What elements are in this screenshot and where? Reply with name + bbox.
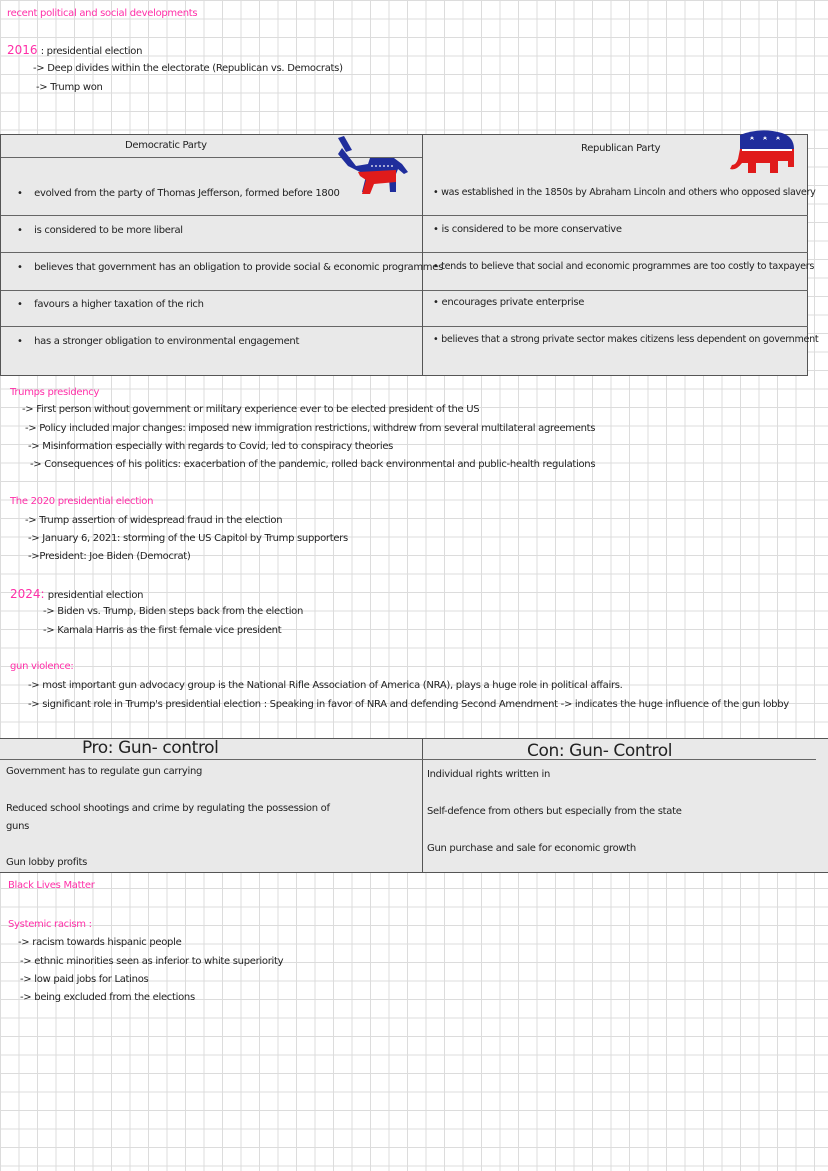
table-header-divider (0, 759, 816, 760)
republican-party-header: Republican Party (581, 143, 661, 154)
election-2016-point: -> Deep divides within the electorate (Republican vs. Democrats) (33, 63, 343, 74)
gun-violence-title: gun violence: (10, 661, 74, 672)
rep-cell: • encourages private enterprise (433, 297, 585, 308)
pro-cell: Gun lobby profits (6, 857, 87, 868)
table-row-divider (423, 215, 808, 216)
bullet: • (17, 225, 23, 236)
election-2024-point: -> Biden vs. Trump, Biden steps back from the election (43, 606, 304, 617)
table-row-divider (423, 326, 808, 327)
table-row-divider (1, 290, 422, 291)
dem-cell: favours a higher taxation of the rich (34, 299, 204, 310)
dem-cell: is considered to be more liberal (34, 225, 183, 236)
trump-presidency-point: -> Misinformation especially with regards to Covid, led to conspiracy theories (28, 441, 394, 452)
trump-presidency-point: -> Consequences of his politics: exacerbation of the pandemic, rolled back environmental and public-health regulations (30, 459, 596, 470)
gun-violence-point: -> most important gun advocacy group is the National Rifle Association of America (NRA), plays a huge role in political affairs. (28, 680, 623, 691)
table-divider (422, 135, 423, 375)
blm-title: Black Lives Matter (8, 880, 95, 891)
table-row-divider (1, 215, 422, 216)
pro-cell: Reduced school shootings and crime by regulating the possession of (6, 803, 330, 814)
systemic-racism-title: Systemic racism : (8, 919, 92, 930)
table-row (17, 262, 443, 273)
year-2024: 2024: (10, 587, 45, 601)
table-row-divider (1, 326, 422, 327)
election-2016-label: : presidential election (40, 46, 143, 57)
donkey-icon (334, 136, 410, 196)
bullet: • (17, 262, 23, 273)
rep-cell: • was established in the 1850s by Abraham Lincoln and others who opposed slavery (433, 187, 816, 198)
table-row (17, 299, 204, 310)
pro-cell: guns (6, 821, 30, 832)
table-row-divider (423, 252, 808, 253)
table-row (17, 225, 183, 236)
bullet: • (17, 299, 23, 310)
election-2016-point: -> Trump won (36, 82, 103, 93)
dem-cell: believes that government has an obligation to provide social & economic programmes (34, 262, 443, 273)
trump-presidency-point: -> Policy included major changes: imposed new immigration restrictions, withdrew from several multilateral agreements (25, 423, 596, 434)
con-cell: Self-defence from others but especially from the state (427, 806, 682, 817)
systemic-racism-point: -> being excluded from the elections (20, 992, 195, 1003)
con-gun-control-header: Con: Gun- Control (527, 741, 673, 761)
election-2020-point: ->President: Joe Biden (Democrat) (28, 551, 191, 562)
table-row-divider (1, 252, 422, 253)
election-2016-heading (7, 43, 142, 57)
year-2016: 2016 (7, 43, 38, 57)
election-2024-point: -> Kamala Harris as the first female vice president (43, 625, 282, 636)
election-2024-label: presidential election (47, 590, 144, 601)
rep-cell: • believes that a strong private sector makes citizens less dependent on government (433, 334, 819, 345)
rep-cell: • tends to believe that social and economic programmes are too costly to taxpayers (433, 261, 815, 272)
party-comparison-table (0, 134, 819, 376)
trump-presidency-title: Trumps presidency (10, 387, 100, 398)
gun-violence-point: -> significant role in Trump's presidential election : Speaking in favor of NRA and defending Second Amendment -> indicates the huge influence of the gun lobby (28, 699, 789, 710)
bullet: • (17, 336, 23, 347)
election-2020-point: -> January 6, 2021: storming of the US Capitol by Trump supporters (28, 533, 348, 544)
pro-gun-control-header: Pro: Gun- control (82, 738, 219, 758)
table-row-divider (423, 290, 808, 291)
pro-cell: Government has to regulate gun carrying (6, 766, 203, 777)
election-2020-title: The 2020 presidential election (10, 496, 154, 507)
systemic-racism-point: -> low paid jobs for Latinos (20, 974, 149, 985)
systemic-racism-point: -> racism towards hispanic people (18, 937, 182, 948)
con-cell: Individual rights written in (427, 769, 551, 780)
elephant-icon (730, 127, 798, 179)
election-2020-point: -> Trump assertion of widespread fraud in the election (25, 515, 283, 526)
election-2024-heading (10, 587, 143, 601)
trump-presidency-point: -> First person without government or military experience ever to be elected president of the US (22, 404, 480, 415)
dem-cell: has a stronger obligation to environmental engagement (34, 336, 300, 347)
rep-cell: • is considered to be more conservative (433, 224, 622, 235)
dem-cell: evolved from the party of Thomas Jefferson, formed before 1800 (34, 188, 340, 199)
democratic-party-header: Democratic Party (125, 140, 207, 151)
table-row (17, 336, 299, 347)
page-heading: recent political and social developments (7, 8, 198, 19)
table-row (17, 188, 340, 199)
bullet: • (17, 188, 23, 199)
gun-control-table (0, 738, 828, 873)
systemic-racism-point: -> ethnic minorities seen as inferior to white superiority (20, 956, 284, 967)
con-cell: Gun purchase and sale for economic growth (427, 843, 636, 854)
